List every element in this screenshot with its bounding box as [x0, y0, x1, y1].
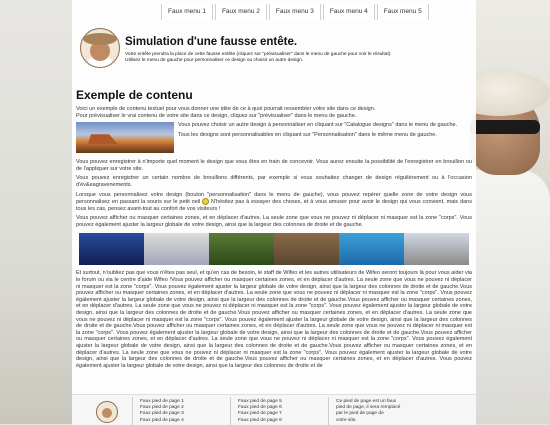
- site-subtitle-line-2: Utilisez le menu de gauche pour personnaliser ce design ou choisir un autre design.: [125, 58, 304, 63]
- menu-item-3[interactable]: Faux menu 3: [269, 4, 321, 20]
- site-logo: [80, 28, 120, 68]
- eye-paragraph-part-2: N'hésitez pas à essayer des choses, et à vous amuser pour avoir le design qui vous convient, mais dans tous les cas, pensez avant-tout au confort de vos visiteurs !: [76, 199, 472, 212]
- content-heading: Exemple de contenu: [76, 88, 193, 102]
- footer-column-2: [238, 399, 282, 424]
- footer-separator: [230, 397, 231, 425]
- long-paragraph: Et surtout, n'oubliez pas que vous n'êtes pas seul, et qu'en cas de besoin, le staff de Wifeo et les autres utilisateurs de Wifeo seront toujours là pour vous aider via le forum ou via le centre d'aide Wifeo !Vous pouvez afficher ou masquer certaines zones, et en déplacer d'autres. La seule zone que vous ne pouvez ni déplacer ni masquer est la zone "corps". Vous pouvez également ajuster la largeur globale de votre design, ainsi que la largeur des colonnes de droite et de gauche.Vous pouvez afficher ou masquer certaines zones, et en déplacer d'autres. La seule zone que vous ne pouvez ni déplacer ni masquer est la zone "corps". Vous pouvez également ajuster la largeur globale de votre design, ainsi que la largeur des colonnes de droite et de gauche.Vous pouvez afficher ou masquer certaines zones, et en déplacer d'autres. La seule zone que vous ne pouvez ni déplacer ni masquer est la zone "corps". Vous pouvez également ajuster la largeur globale de votre design, ainsi que la largeur des colonnes de droite et de gauche.Vous pouvez afficher ou masquer certaines zones, et en déplacer d'autres. La seule zone que vous ne pouvez ni déplacer ni masquer est la zone "corps". Vous pouvez également ajuster la largeur globale de votre design, ainsi que la largeur des colonnes de droite et de gauche.Vous pouvez afficher ou masquer certaines zones, et en déplacer d'autres. La seule zone que vous ne pouvez ni déplacer ni masquer est la zone "corps". Vous pouvez également ajuster la largeur globale de votre design, ainsi que la largeur des colonnes de droite et de gauche.Vous pouvez afficher ou masquer certaines zones, et en déplacer d'autres. La seule zone que vous ne pouvez ni déplacer ni masquer est la zone "corps". Vous pouvez également ajuster la largeur globale de votre design, ainsi que la largeur des colonnes de droite et de gauche.Vous pouvez afficher ou masquer certaines zones, et en déplacer d'autres. La seule zone que vous ne pouvez ni déplacer ni masquer est la zone "corps". Vous pouvez également ajuster la largeur globale de votre design, ainsi que la largeur des colonnes de droite et de gauche.Vous pouvez afficher ou masquer certaines zones, et en déplacer d'autres. Vous pouvez également ajuster la largeur globale de votre design, ainsi que la largeur des colonnes de droite et de: [76, 270, 472, 369]
- image-text-row: [76, 122, 472, 156]
- menu-item-5[interactable]: Faux menu 5: [377, 4, 429, 20]
- footer-link[interactable]: Faux pied de page 3: [140, 411, 184, 417]
- footer-link[interactable]: Faux pied de page 2: [140, 405, 184, 411]
- site-subtitle: [125, 52, 405, 64]
- footer-column-3: [336, 399, 416, 424]
- footer-logo: [96, 401, 118, 423]
- footer-link[interactable]: Faux pied de page 7: [238, 411, 282, 417]
- intro-paragraph: [76, 106, 472, 119]
- personalisation-text: Tous les designs sont personnalisables en cliquant sur "Personnalisation" dans le même menu de gauche.: [178, 131, 437, 138]
- image-side-text: [178, 122, 472, 141]
- page-body: [72, 0, 476, 424]
- strip-image-5: [339, 233, 404, 265]
- menu-item-1[interactable]: Faux menu 1: [161, 4, 213, 20]
- designs-catalog-text: Vous pouvez choisir un autre design à personnaliser en cliquant sur "Catalogue designs" dans le menu de gauche.: [178, 122, 458, 129]
- strip-image-6: [404, 233, 469, 265]
- site-header: [80, 28, 470, 70]
- site-title: Simulation d'une fausse entête.: [125, 36, 298, 48]
- footer-column-1: [140, 399, 184, 424]
- eye-paragraph-part-1: Lorsque vous personnalisez votre design (bouton "personnalisation" dans le menu de gauche), vous pouvez repérer quelle zone de votre design vous personnalisez en passant la souris sur le petit oeil: [76, 191, 472, 206]
- menu-item-4[interactable]: Faux menu 4: [323, 4, 375, 20]
- footer-link[interactable]: Faux pied de page 8: [238, 417, 282, 423]
- footer-link[interactable]: Faux pied de page 4: [140, 417, 184, 423]
- footer-note-line: par le pied de page de: [336, 411, 384, 417]
- drafts-paragraph: Vous pouvez enregistrer un certain nombre de brouillons différents, par exemple si vous souhaitez changer de design régulièrement ou à l'occasion d'év&eagravenements.: [76, 175, 472, 188]
- menu-item-2[interactable]: Faux menu 2: [215, 4, 267, 20]
- footer-link[interactable]: Faux pied de page 5: [238, 399, 282, 404]
- footer-link[interactable]: Faux pied de page 6: [238, 405, 282, 411]
- site-subtitle-line-1: Votre entête prendra la place de cette fausse entête (cliquez sur "prévisualiser" dans le menu de gauche pour voir le résultat).: [125, 52, 392, 57]
- footer-note-line: Ce pied de page est un faux: [336, 399, 397, 404]
- strip-image-1: [79, 233, 144, 265]
- footer-link[interactable]: Faux pied de page 1: [140, 399, 184, 404]
- desert-image: [76, 122, 174, 153]
- top-menu: [161, 4, 431, 20]
- zones-paragraph: Vous pouvez afficher ou masquer certaines zones, et en déplacer d'autres. La seule zone que vous ne pouvez ni déplacer ni masquer est la zone "corps". Vous pouvez également ajuster la largeur globale de votre design, ainsi que la largeur des colonnes de droite et de gauche.: [76, 215, 472, 228]
- intro-line-1: Voici un exemple de contenu textuel pour vous donner une idée de ce à quoi pourrait ressembler votre site dans ce design.: [76, 106, 376, 112]
- site-footer: [72, 394, 476, 425]
- strip-image-4: [274, 233, 339, 265]
- strip-image-3: [209, 233, 274, 265]
- main-content: [76, 88, 472, 372]
- strip-image-2: [144, 233, 209, 265]
- save-paragraph: Vous pouvez enregistrer à n'importe quel moment le design que vous êtes en train de concevoir. Vous aurez ensuite la possibilité de l'enregistrer en brouillon ou de l'appliquer sur votre site.: [76, 159, 472, 172]
- image-strip: [79, 233, 472, 265]
- eye-paragraph: [76, 192, 472, 213]
- footer-separator: [132, 397, 133, 425]
- background-person-glasses: [470, 120, 540, 134]
- eye-icon: [202, 198, 209, 205]
- background-left: [0, 0, 72, 424]
- footer-separator: [328, 397, 329, 425]
- footer-note-line: pied de page, il sera remplacé: [336, 405, 401, 411]
- intro-line-2: Pour prévisualiser le vrai contenu de votre site dans ce design, cliquez sur "prévisualiser" dans le menu de gauche.: [76, 112, 357, 119]
- footer-note-line: votre site.: [336, 417, 357, 423]
